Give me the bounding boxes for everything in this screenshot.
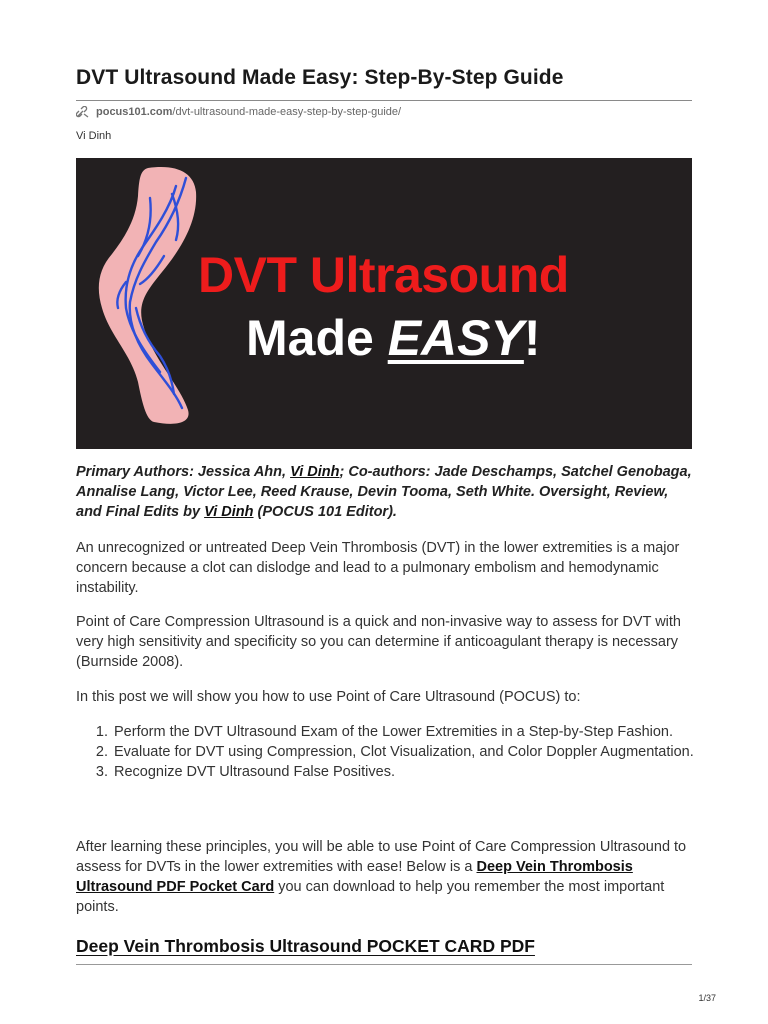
hero-banner xyxy=(76,158,692,449)
list-item-text: Perform the DVT Ultrasound Exam of the Lower Extremities in a Step-by-Step Fashion. xyxy=(114,724,674,740)
intro-paragraph-3: In this post we will show you how to use Point of Care Ultrasound (POCUS) to: xyxy=(76,689,581,705)
list-item-text: Evaluate for DVT using Compression, Clot Visualization, and Color Doppler Augmentation. xyxy=(114,744,694,760)
editor-link-vi-dinh[interactable]: Vi Dinh xyxy=(204,504,254,520)
pocket-card-text-before: After learning these principles, you will be able to use Point of Care Compression Ultrasound to assess for DVTs in the lower extremities with ease! Below is a xyxy=(76,839,687,875)
source-domain[interactable]: pocus101.com xyxy=(96,106,173,118)
source-url[interactable] xyxy=(76,106,401,118)
link-icon xyxy=(76,106,90,118)
list-item xyxy=(76,762,696,782)
hero-line2-emphasis: EASY xyxy=(387,310,524,366)
intro-paragraph-1: An unrecognized or untreated Deep Vein Thrombosis (DVT) in the lower extremities is a major concern because a clot can dislodge and lead to a pulmonary embolism and hemodynamic instability. xyxy=(76,540,680,596)
section-divider xyxy=(76,964,692,965)
editor-suffix: (POCUS 101 Editor). xyxy=(253,504,397,520)
hero-heading-line2 xyxy=(246,309,541,367)
pocket-card-heading[interactable]: Deep Vein Thrombosis Ultrasound POCKET CARD PDF xyxy=(76,936,535,956)
list-item-number: 3. xyxy=(95,764,108,780)
list-item xyxy=(76,742,696,762)
pocket-card-text-after: you can download to help you remember the most important points. xyxy=(76,879,665,915)
source-path[interactable]: /dvt-ultrasound-made-easy-step-by-step-guide/ xyxy=(172,106,402,118)
list-item-number: 1. xyxy=(95,724,108,740)
hero-line2-prefix: Made xyxy=(246,310,388,366)
learning-goals-list xyxy=(76,722,696,782)
authors-credit xyxy=(76,462,696,522)
page-title: DVT Ultrasound Made Easy: Step-By-Step Guide xyxy=(76,66,564,89)
title-divider xyxy=(76,100,692,101)
page-number: 1/37 xyxy=(698,993,716,1003)
author-name: Vi Dinh xyxy=(76,130,112,142)
author-link-vi-dinh[interactable]: Vi Dinh xyxy=(290,464,340,480)
coauthors-text: ; Co-authors: Jade Deschamps, Satchel Genobaga, Annalise Lang, Victor Lee, Reed Krause, Devin Tooma, Seth White. Oversight, Review, and Final Edits by xyxy=(76,464,692,520)
hero-line2-suffix: ! xyxy=(523,310,541,366)
pocket-card-paragraph xyxy=(76,837,696,917)
list-item xyxy=(76,722,696,742)
intro-paragraph-2: Point of Care Compression Ultrasound is a quick and non-invasive way to assess for DVT with very high sensitivity and specificity so you can determine if anticoagulant therapy is necessary (Burnside 2008). xyxy=(76,614,681,670)
primary-authors-label: Primary Authors: Jessica Ahn, xyxy=(76,464,291,480)
list-item-text: Recognize DVT Ultrasound False Positives. xyxy=(114,764,395,780)
pocket-card-link[interactable]: Deep Vein Thrombosis Ultrasound PDF Pocket Card xyxy=(76,859,633,895)
list-item-number: 2. xyxy=(95,744,108,760)
hero-heading-line1: DVT Ultrasound xyxy=(198,247,569,303)
